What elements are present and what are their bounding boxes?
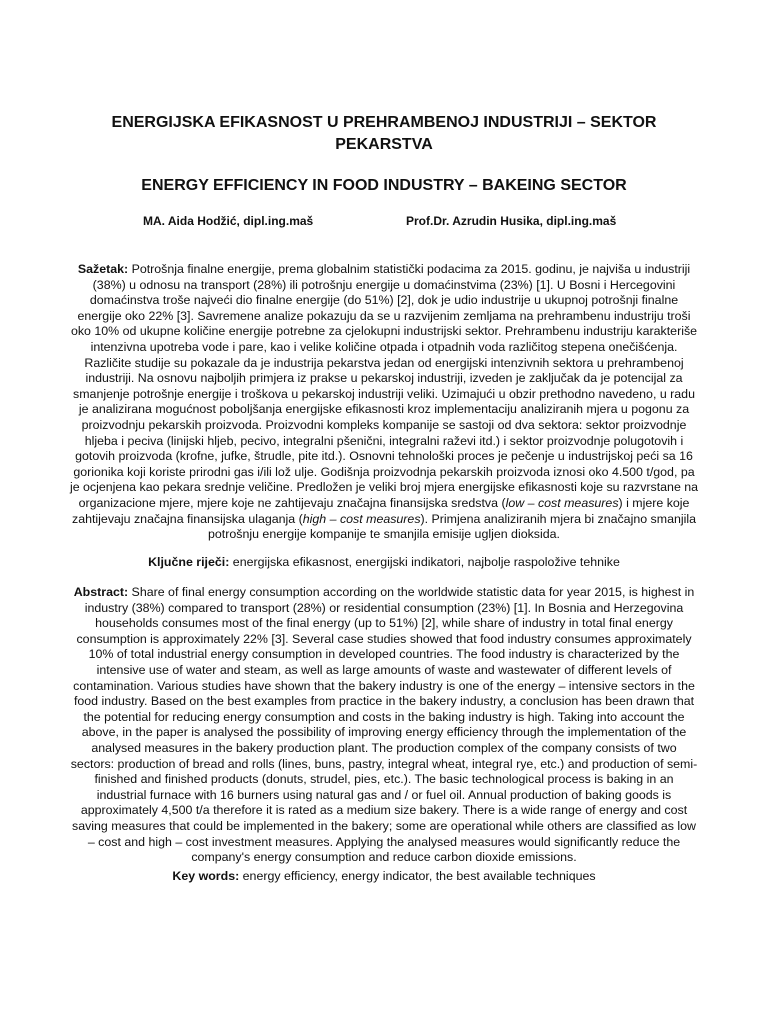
abstract-bosnian-text-3: ). Primjena analiziranih mjera bi značajno smanjila potrošnju energije kompanije te smanjila emisije ugljen dioksida. <box>208 511 696 542</box>
abstract-bosnian-text-1: Potrošnja finalne energije, prema globalnim statistički podacima za 2015. godinu, je najviša u industriji (38%) u odnosu na transport (28%) ili potrošnju energije u domaćinstvima (23%) [1]. U Bosni i Hercegovini domaćinstva troše najveći dio finalne energije (do 51%) [2], dok je udio industrije u ukupnoj potrošnji finalne energije oko 22% [3]. Savremene analize pokazuju da se u razvijenim zemljama na prehrambenu industriju troši oko 10% od ukupne količine energije potrebne za cjelokupni industrijski sektor. Prehrambenu industriju karakteriše intenzivna upotreba vode i pare, kao i velike količine otpada i otpadnih voda različitog stepena onečišćenja. Različite studije su pokazale da je industrija pekarstva jedan od energijski intenzivnih sektora u prehrambenoj industriji. Na osnovu najboljih primjera iz prakse u pekarskoj industriji, izveden je zaključak da je potencijal za smanjenje potrošnje energije i troškova u pekarskoj industriji veliki. Uzimajući u obzir prethodno navedeno, u radu je analizirana mogućnost poboljšanja energijske efikasnosti kroz implementaciju analiziranih mjera u pogonu za proizvodnju pekarskih proizvoda. Proizvodni kompleks kompanije se sastoji od dva sektora: sektor proizvodnje hljeba i peciva (linijski hljeb, pecivo, integralni pšenični, integralni raževi itd.) i sektor proizvodnje polugotovih i gotovih proizvoda (krofne, jufke, štrudle, pite itd.). Osnovni tehnološki proces je pečenje u industrijskoj peći sa 16 gorionika koji koriste prirodni gas i/ili lož ulje. Godišnja proizvodnja pekarskih proizvoda iznosi oko 4.500 t/god, pa je ocjenjena kao pekara srednje veličine. Predložen je veliki broj mjera energijske efikasnosti koje su razvrstane na organizacione mjere, mjere koje ne zahtijevaju značajna finansijska sredstva ( <box>69 262 699 510</box>
abstract-english-text: Share of final energy consumption according on the worldwide statistic data for year 2015, is highest in industry (38%) compared to transport (28%) or residential consumption (23%) [1]. In Bosnia and Herzegovina households consumes most of the final energy (up to 51%) [2], while share of industry in total final energy consumption is approximately 22% [3]. Several case studies showed that food industry consumes approximately 10% of total industrial energy consumption in developed countries. The food industry is characterized by the intensive use of water and steam, as well as large amounts of waste and wastewater of different levels of contamination. Various studies have shown that the bakery industry is one of the energy – intensive sectors in the food industry. Based on the best examples from practice in the bakery industry, a conclusion has been drawn that the potential for reducing energy consumption and costs in the baking industry is high. Taking into account the above, in the paper is analysed the possibility of improving energy efficiency through the implementation of the analysed measures in the bakery production plant. The production complex of the company consists of two sectors: production of bread and rolls (lines, buns, pastry, integral wheat, integral rye, etc.) and production of semi-finished and finished products (donuts, strudel, pies, etc.). The basic technological process is baking in an industrial furnace with 16 burners using natural gas and / or fuel oil. Annual production of baking goods is approximately 4,500 t/a therefore it is rated as a medium size bakery. There is a wide range of energy and cost saving measures that could be implemented in the bakery; some are operational while others are classified as low – cost and high – cost investment measures. Applying the analysed measures would significantly reduce the company's energy consumption and reduce carbon dioxide emissions. <box>70 585 698 865</box>
keywords-english-text: energy efficiency, energy indicator, the best available techniques <box>239 869 596 883</box>
keywords-bosnian <box>68 555 700 571</box>
abstract-bosnian-text-2: ) i mjere koje zahtijevaju značajna finansijska ulaganja ( <box>72 495 690 526</box>
abstract-english-label: Abstract: <box>73 585 129 599</box>
title-english: ENERGY EFFICIENCY IN FOOD INDUSTRY – BAKEING SECTOR <box>141 177 627 194</box>
keywords-english <box>68 869 700 885</box>
abstract-bosnian-label: Sažetak: <box>77 262 129 276</box>
keywords-english-label: Key words: <box>172 869 240 883</box>
author-second: Prof.Dr. Azrudin Husika, dipl.ing.maš <box>406 214 617 228</box>
abstract-bosnian <box>68 262 700 543</box>
title-bosnian: ENERGIJSKA EFIKASNOST U PREHRAMBENOJ INDUSTRIJI – SEKTOR PEKARSTVA <box>111 114 657 153</box>
abstract-bosnian-italic-1: low – cost measures <box>505 495 619 510</box>
author-first: MA. Aida Hodžić, dipl.ing.maš <box>143 214 314 228</box>
abstract-english <box>68 585 700 866</box>
keywords-bosnian-text: energijska efikasnost, energijski indikatori, najbolje raspoložive tehnike <box>229 555 620 569</box>
abstract-bosnian-italic-2: high – cost measures <box>302 511 421 526</box>
keywords-bosnian-label: Ključne riječi: <box>148 555 230 569</box>
